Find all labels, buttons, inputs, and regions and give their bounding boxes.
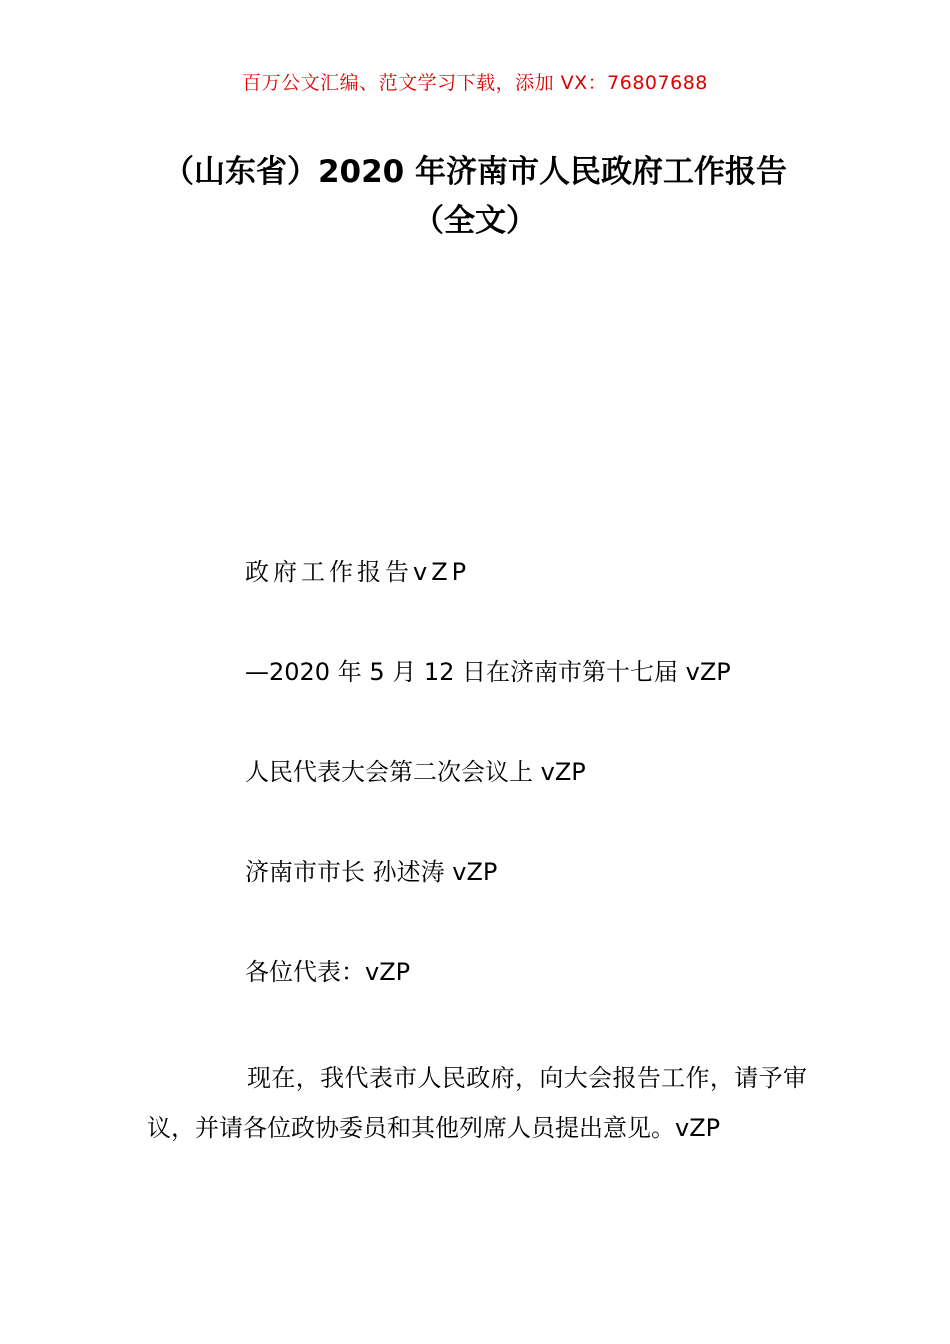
report-date-line: —2020 年 5 月 12 日在济南市第十七届 vZP [245, 658, 731, 686]
body-paragraph: 现在，我代表市人民政府，向大会报告工作，请予审议，并请各位政协委员和其他列席人员提出意见。vZP [147, 1064, 807, 1142]
report-heading: 政府工作报告vZP [245, 558, 471, 586]
promo-header-note: 百万公文汇编、范文学习下载，添加 VX：76807688 [242, 72, 708, 94]
report-speaker-line: 济南市市长 孙述涛 vZP [245, 858, 498, 886]
report-meeting-line: 人民代表大会第二次会议上 vZP [245, 758, 586, 786]
report-salutation: 各位代表：vZP [245, 958, 411, 986]
document-title: （山东省）2020 年济南市人民政府工作报告（全文） [162, 154, 788, 239]
